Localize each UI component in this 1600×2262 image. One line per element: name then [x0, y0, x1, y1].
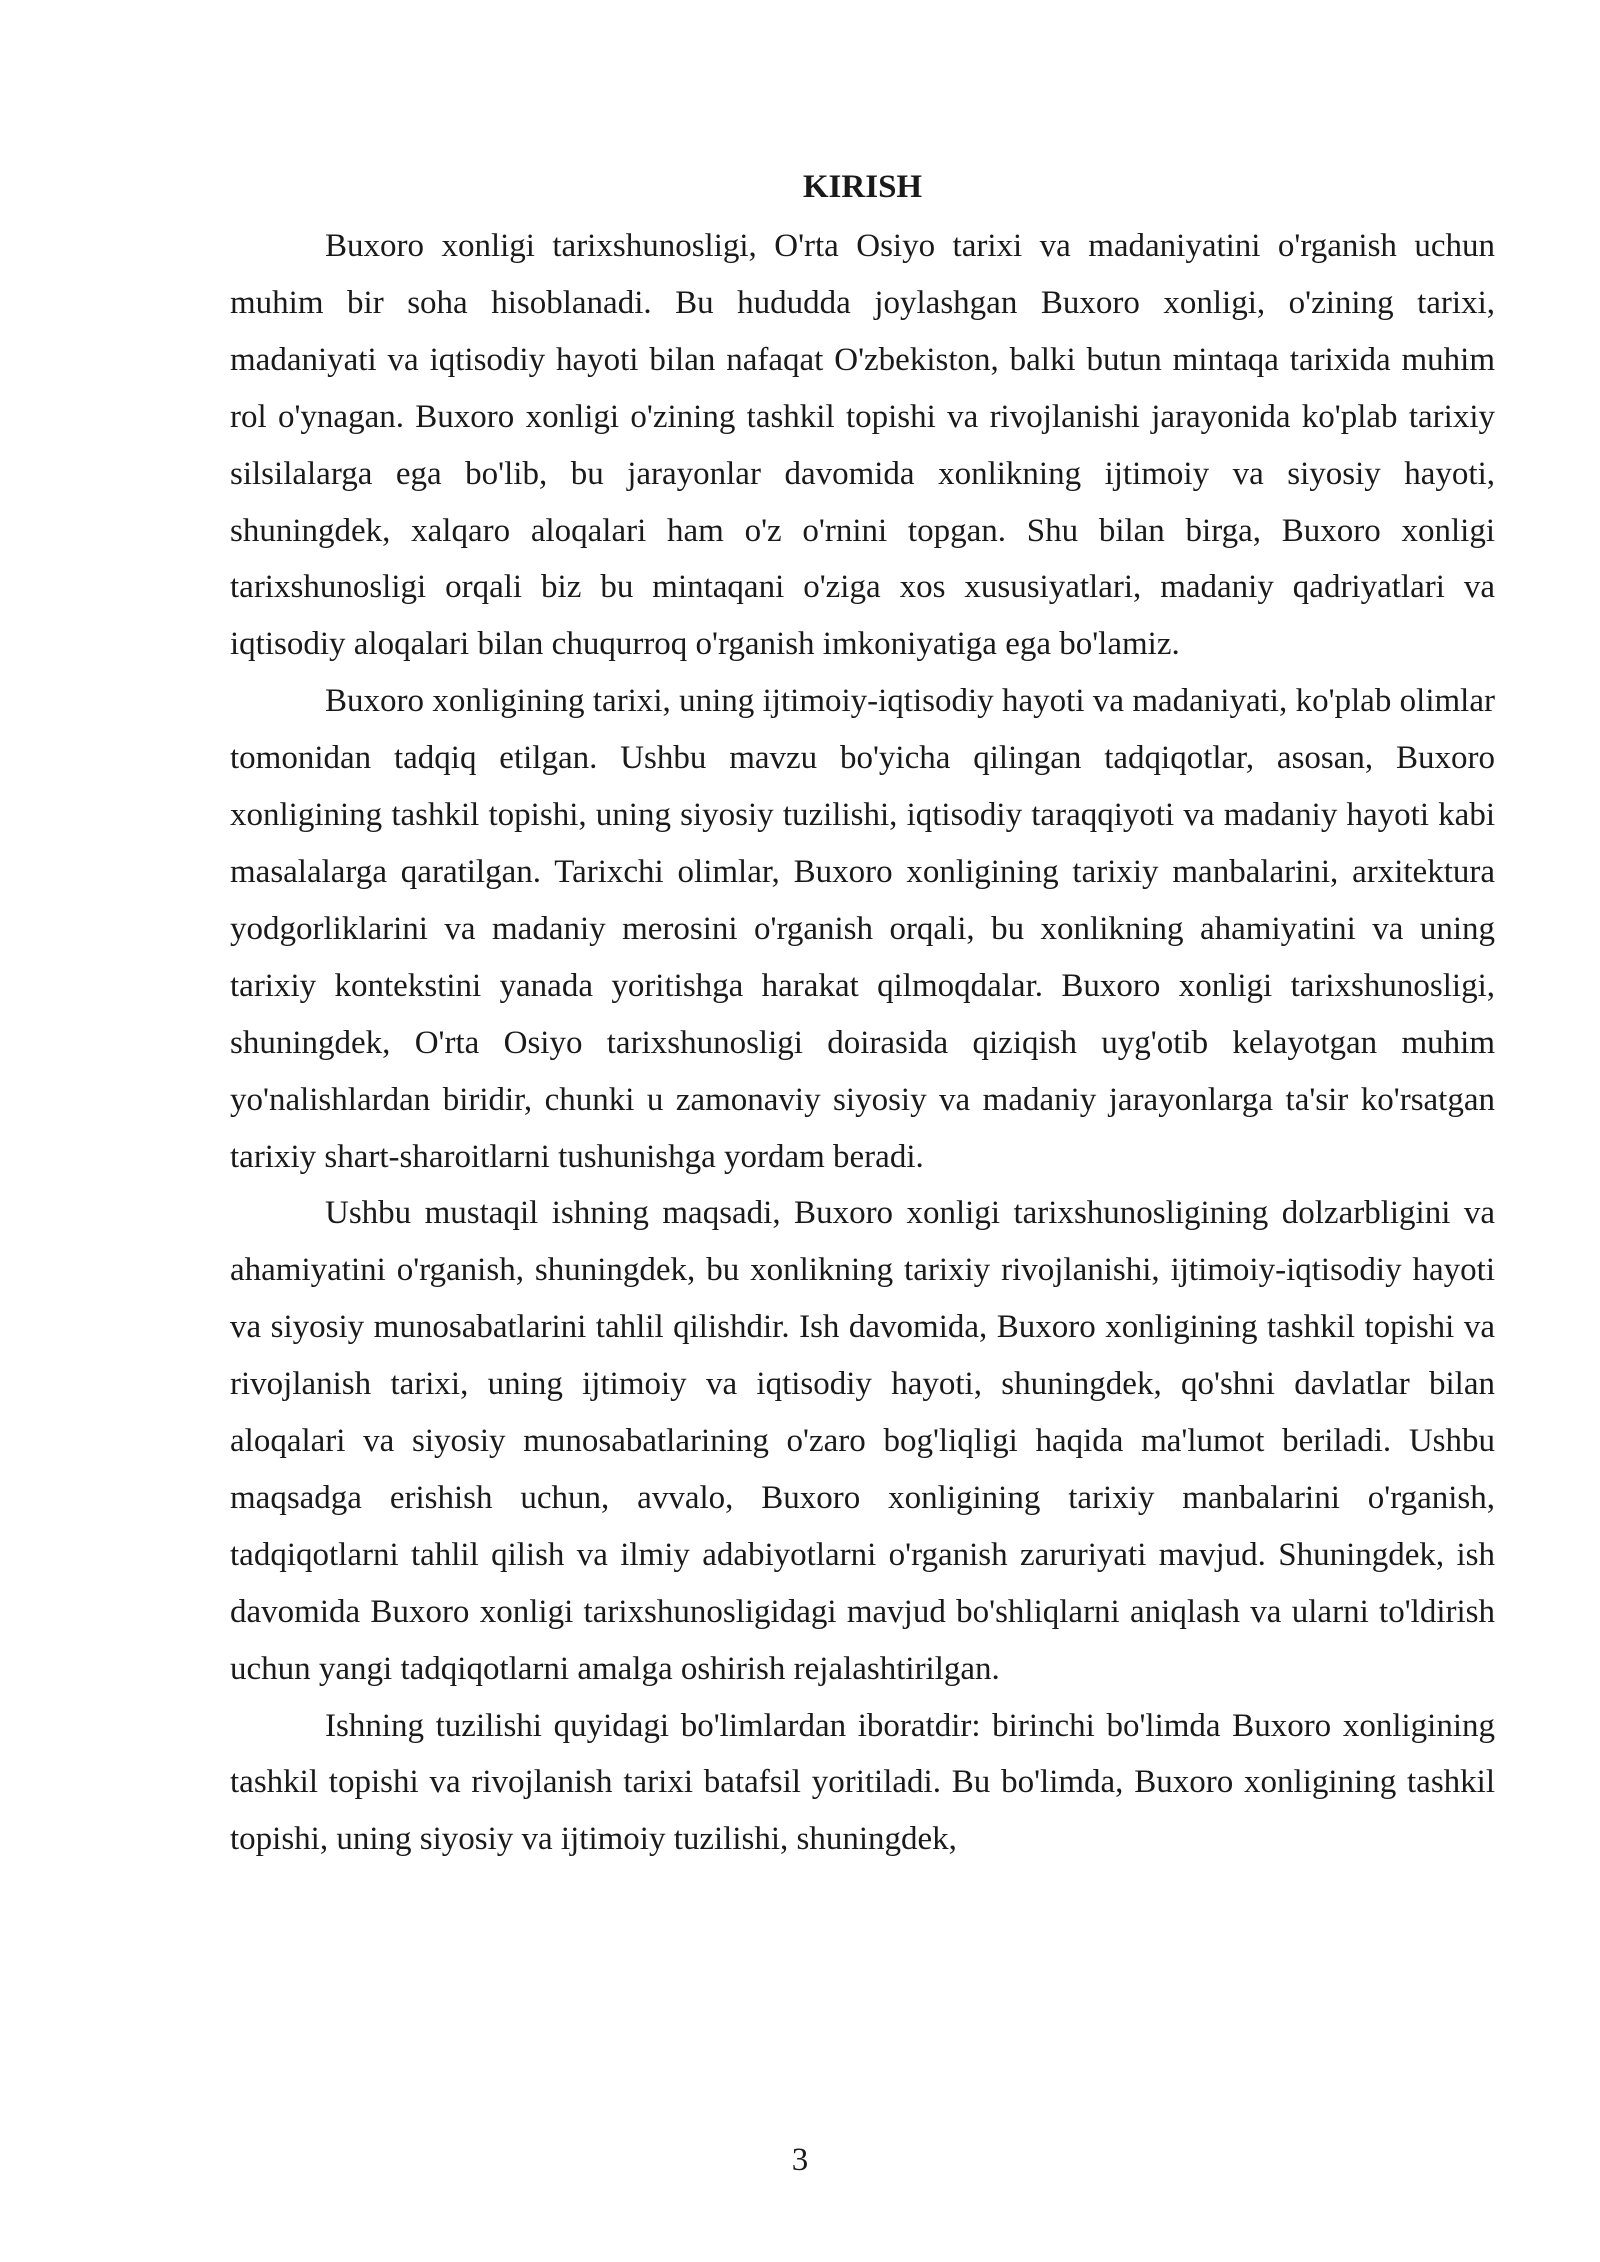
paragraph-4: Ishning tuzilishi quyidagi bo'limlardan iboratdir: birinchi bo'limda Buxoro xonligining tashkil topishi va rivojlanish tarixi batafsil yoritiladi. Bu bo'limda, Buxoro xonligining tashkil topishi, uning siyosiy va ijtimoiy tuzilishi, shuningdek, — [230, 1707, 1495, 1858]
section-title: KIRISH — [802, 169, 923, 205]
page-content — [230, 162, 1495, 1868]
page-number: 3 — [791, 2142, 809, 2178]
paragraph-3: Ushbu mustaqil ishning maqsadi, Buxoro xonligi tarixshunosligining dolzarbligini va ahamiyatini o'rganish, shuningdek, bu xonlikning tarixiy rivojlanishi, ijtimoiy-iqtisodiy hayoti va siyosiy munosabatlarini tahlil qilishdir. Ish davomida, Buxoro xonligining tashkil topishi va rivojlanish tarixi, uning ijtimoiy va iqtisodiy hayoti, shuningdek, qo'shni davlatlar bilan aloqalari va siyosiy munosabatlarining o'zaro bog'liqligi haqida ma'lumot beriladi. Ushbu maqsadga erishish uchun, avvalo, Buxoro xonligining tarixiy manbalarini o'rganish, tadqiqotlarni tahlil qilish va ilmiy adabiyotlarni o'rganish zaruriyati mavjud. Shuningdek, ish davomida Buxoro xonligi tarixshunosligidagi mavjud bo'shliqlarni aniqlash va ularni to'ldirish uchun yangi tadqiqotlarni amalga oshirish rejalashtirilgan. — [230, 1195, 1495, 1687]
paragraph-2: Buxoro xonligining tarixi, uning ijtimoiy-iqtisodiy hayoti va madaniyati, ko'plab olimlar tomonidan tadqiq etilgan. Ushbu mavzu bo'yicha qilingan tadqiqotlar, asosan, Buxoro xonligining tashkil topishi, uning siyosiy tuzilishi, iqtisodiy taraqqiyoti va madaniy hayoti kabi masalalarga qaratilgan. Tarixchi olimlar, Buxoro xonligining tarixiy manbalarini, arxitektura yodgorliklarini va madaniy merosini o'rganish orqali, bu xonlikning ahamiyatini va uning tarixiy kontekstini yanada yoritishga harakat qilmoqdalar. Buxoro xonligi tarixshunosligi, shuningdek, O'rta Osiyo tarixshunosligi doirasida qiziqish uyg'otib kelayotgan muhim yo'nalishlardan biridir, chunki u zamonaviy siyosiy va madaniy jarayonlarga ta'sir ko'rsatgan tarixiy shart-sharoitlarni tushunishga yordam beradi. — [230, 683, 1495, 1175]
paragraph-1: Buxoro xonligi tarixshunosligi, O'rta Osiyo tarixi va madaniyatini o'rganish uchun muhim bir soha hisoblanadi. Bu hududda joylashgan Buxoro xonligi, o'zining tarixi, madaniyati va iqtisodiy hayoti bilan nafaqat O'zbekiston, balki butun mintaqa tarixida muhim rol o'ynagan. Buxoro xonligi o'zining tashkil topishi va rivojlanishi jarayonida ko'plab tarixiy silsilalarga ega bo'lib, bu jarayonlar davomida xonlikning ijtimoiy va siyosiy hayoti, shuningdek, xalqaro aloqalari ham o'z o'rnini topgan. Shu bilan birga, Buxoro xonligi tarixshunosligi orqali biz bu mintaqani o'ziga xos xususiyatlari, madaniy qadriyatlari va iqtisodiy aloqalari bilan chuqurroq o'rganish imkoniyatiga ega bo'lamiz. — [230, 228, 1495, 663]
